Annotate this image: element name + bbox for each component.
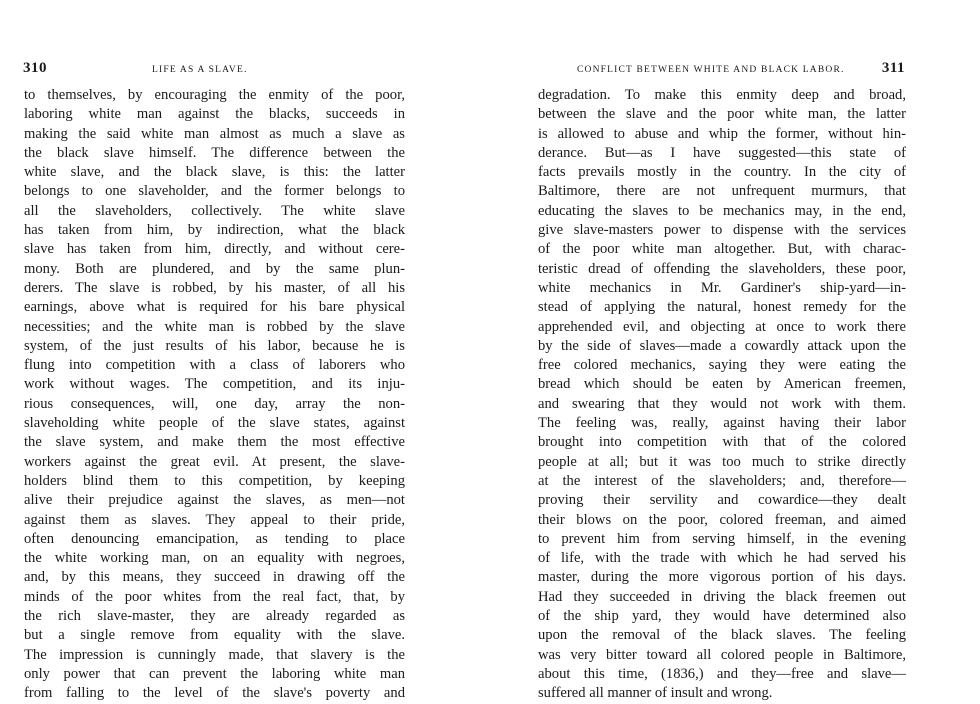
text-line: system, of the just results of his labor, because he is bbox=[24, 337, 405, 354]
text-line: Had they succeeded in driving the black freemen out bbox=[538, 588, 906, 605]
text-line: was very bitter toward all colored people in Baltimore, bbox=[538, 646, 906, 663]
text-line: to themselves, by encouraging the enmity of the poor, bbox=[24, 87, 405, 103]
text-line: people at all; but it was too much to strike directly bbox=[538, 453, 906, 470]
text-line: derance. But—as I have suggested—this state of bbox=[538, 144, 906, 161]
text-line: slaveholding white people of the slave states, against bbox=[24, 415, 405, 432]
text-line: slave has taken from him, directly, and without cere- bbox=[24, 241, 405, 258]
text-line: educating the slaves to be mechanics may, in the end, bbox=[538, 202, 906, 219]
text-line: laboring white man against the blacks, succeeds in bbox=[24, 106, 405, 123]
text-line: facts prevails mostly in the country. In the city of bbox=[538, 164, 906, 181]
text-line: white slave, and the black slave, is this: the latter bbox=[24, 164, 405, 181]
text-line: brought into competition with that of the colored bbox=[538, 434, 906, 451]
text-line: degradation. To make this enmity deep and broad, bbox=[538, 87, 906, 103]
running-head: LIFE AS A SLAVE. bbox=[152, 65, 248, 75]
text-line: minds of the poor whites from the real fact, that, by bbox=[24, 588, 405, 605]
text-line: the slave system, and make them the most effective bbox=[24, 434, 405, 451]
text-line: workers against the great evil. At present, the slave- bbox=[24, 453, 405, 470]
text-line: has taken from him, by indirection, what the black bbox=[24, 222, 405, 239]
right-page bbox=[490, 0, 980, 702]
text-line: give slave-masters power to dispense with the services bbox=[538, 222, 906, 239]
text-line: of life, with the trade with which he had served his bbox=[538, 550, 906, 567]
text-line: The feeling was, really, against having their labor bbox=[538, 415, 906, 432]
text-line: rious consequences, will, one day, array the non- bbox=[24, 395, 405, 412]
text-line: by the side of slaves—made a cowardly attack upon the bbox=[538, 337, 906, 354]
text-line: The impression is cunningly made, that slavery is the bbox=[24, 646, 405, 663]
text-line: at the interest of the slaveholders; and, therefore— bbox=[538, 472, 906, 489]
text-line: free colored mechanics, saying they were eating the bbox=[538, 357, 906, 374]
text-line: to prevent him from serving himself, in the evening bbox=[538, 530, 906, 547]
text-line: earnings, above what is required for his bare physical bbox=[24, 299, 405, 316]
text-line: bread which should be eaten by American freemen, bbox=[538, 376, 906, 393]
text-line: stead of applying the natural, honest remedy for the bbox=[538, 299, 906, 316]
text-line: upon the removal of the black slaves. The feeling bbox=[538, 627, 906, 644]
text-line: derers. The slave is robbed, by his master, of all his bbox=[24, 279, 405, 296]
text-line: but a single remove from equality with the slave. bbox=[24, 627, 405, 644]
text-line: the rich slave-master, they are already regarded as bbox=[24, 608, 405, 625]
text-line: belongs to one slaveholder, and the former belongs to bbox=[24, 183, 405, 200]
text-line: of the ship yard, they would have determined also bbox=[538, 608, 906, 625]
text-line: mony. Both are plundered, and by the same plun- bbox=[24, 260, 405, 277]
body-text bbox=[24, 86, 405, 704]
text-line: proving their servility and cowardice—they dealt bbox=[538, 492, 906, 509]
page-number: 311 bbox=[881, 60, 905, 76]
text-line: against them as slaves. They appeal to their pride, bbox=[24, 511, 405, 528]
text-line: all the slaveholders, collectively. The white slave bbox=[24, 202, 405, 219]
text-line: of the poor white man altogether. But, with charac- bbox=[538, 241, 906, 258]
text-line: master, during the more vigorous portion of his days. bbox=[538, 569, 906, 586]
text-line: work without wages. The competition, and its inju- bbox=[24, 376, 405, 393]
left-page bbox=[0, 0, 490, 702]
text-line: about this time, (1836,) and they—free and slave— bbox=[538, 665, 906, 682]
running-head: CONFLICT BETWEEN WHITE AND BLACK LABOR. bbox=[577, 65, 845, 75]
text-line: suffered all manner of insult and wrong. bbox=[538, 685, 773, 702]
text-line: between the slave and the poor white man, the latter bbox=[538, 106, 906, 123]
text-line: alive their prejudice against the slaves, as men—not bbox=[24, 492, 405, 509]
text-line: is allowed to abuse and whip the former, without hin- bbox=[538, 125, 906, 142]
text-line: from falling to the level of the slave's poverty and bbox=[24, 685, 405, 702]
text-line: white mechanics in Mr. Gardiner's ship-yard—in- bbox=[538, 279, 906, 296]
body-text bbox=[538, 86, 906, 704]
text-line: flung into competition with a class of laborers who bbox=[24, 357, 405, 374]
text-line: making the said white man almost as much a slave as bbox=[24, 125, 405, 142]
text-line: the white working man, on an equality with negroes, bbox=[24, 550, 405, 567]
text-line: Baltimore, there are not unfrequent murmurs, that bbox=[538, 183, 906, 200]
text-line: and, by this means, they succeed in drawing off the bbox=[24, 569, 405, 586]
text-line: their blows on the poor, colored freeman, and aimed bbox=[538, 511, 906, 528]
text-line: necessities; and the white man is robbed by the slave bbox=[24, 318, 405, 335]
text-line: apprehended evil, and objecting at once to work there bbox=[538, 318, 906, 335]
text-line: often denouncing emancipation, as tending to place bbox=[24, 530, 405, 547]
text-line: the black slave himself. The difference between the bbox=[24, 144, 405, 161]
page-number: 310 bbox=[23, 60, 47, 76]
text-line: holders blind them to this competition, by keeping bbox=[24, 472, 405, 489]
text-line: teristic dread of offending the slaveholders, these poor, bbox=[538, 260, 906, 277]
text-line: and swearing that they would not work with them. bbox=[538, 395, 906, 412]
text-line: only power that can prevent the laboring white man bbox=[24, 665, 405, 682]
